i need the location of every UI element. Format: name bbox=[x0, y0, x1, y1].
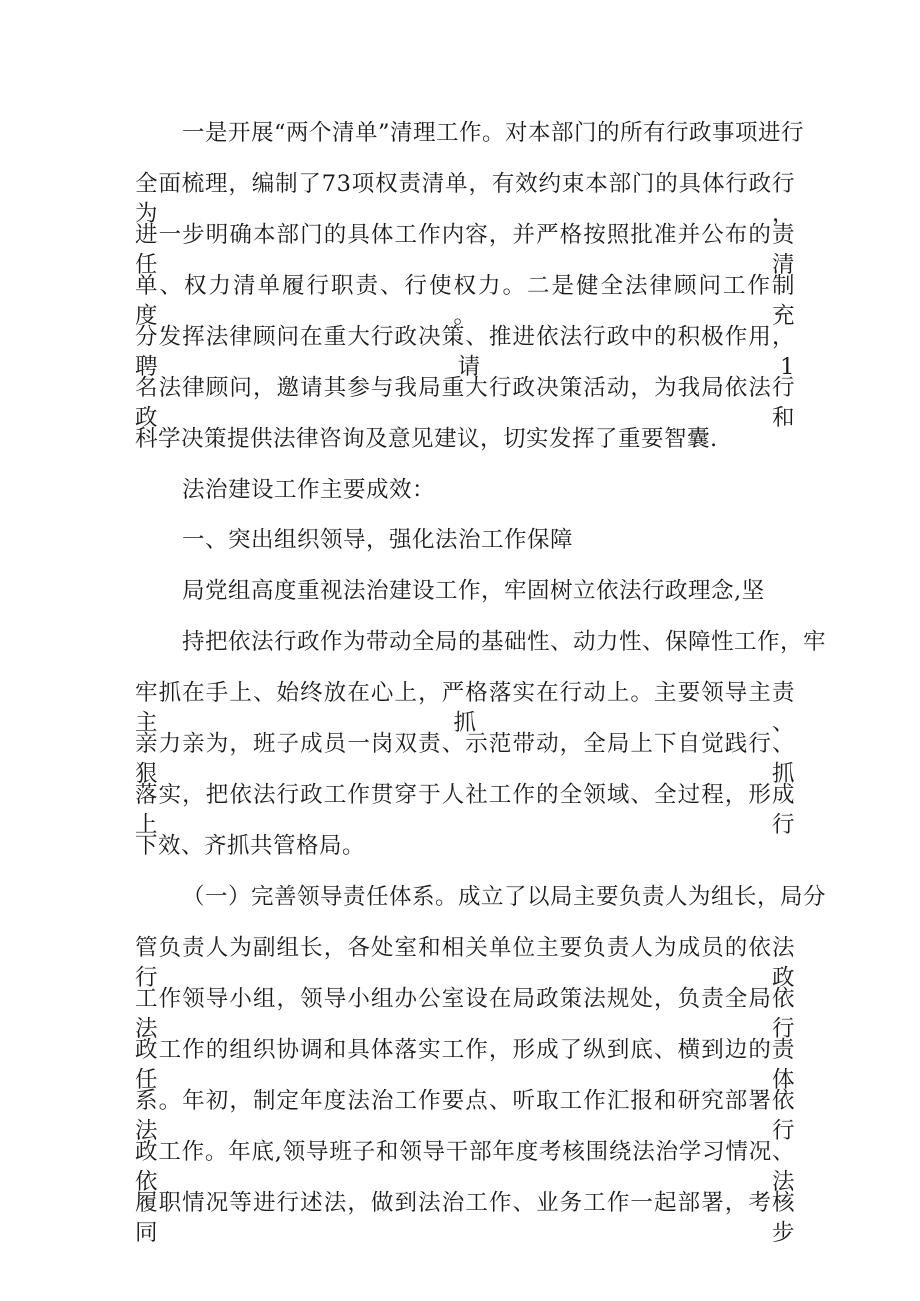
text-line: 工作领导小组，领导小组办公室设在局政策法规处，负责全局依法行 bbox=[135, 986, 795, 1042]
text-line: 管负责人为副组长，各处室和相关单位主要负责人为成员的依法行政 bbox=[135, 935, 795, 991]
text-line: 履职情况等进行述法，做到法治工作、业务工作一起部署，考核同步 bbox=[135, 1190, 795, 1246]
section-heading: 一、突出组织领导，强化法治工作保障 bbox=[182, 527, 574, 553]
text-line: 系。年初，制定年度法治工作要点、听取工作汇报和研究部署依法行 bbox=[135, 1088, 795, 1144]
text-line: 持把依法行政作为带动全局的基础性、动力性、保障性工作，牢 bbox=[182, 629, 827, 655]
text-line: （一）完善领导责任体系。成立了以局主要负责人为组长，局分 bbox=[182, 884, 827, 910]
text-line: 政工作的组织协调和具体落实工作，形成了纵到底、横到边的责任体 bbox=[135, 1037, 795, 1093]
text-line: 单、权力清单履行职责、行使权力。二是健全法律顾问工作制度。充 bbox=[135, 273, 795, 329]
text-line: 名法律顾问，邀请其参与我局重大行政决策活动，为我局依法行政和 bbox=[135, 375, 795, 431]
text-line: 政工作。年底,领导班子和领导干部年度考核围绕法治学习情况、依法 bbox=[135, 1139, 795, 1195]
text-line: 亲力亲为，班子成员一岗双责、示范带动，全局上下自觉践行、狠抓 bbox=[135, 731, 795, 787]
text-line: 进一步明确本部门的具体工作内容，并严格按照批准并公布的责任清 bbox=[135, 222, 795, 278]
text-line: 落实，把依法行政工作贯穿于人社工作的全领域、全过程，形成上行 bbox=[135, 782, 795, 838]
text-line: 全面梳理，编制了73项权责清单，有效约束本部门的具体行政行为， bbox=[135, 171, 795, 227]
text-line: 分发挥法律顾问在重大行政决策、推进依法行政中的积极作用，聘请1 bbox=[135, 324, 795, 380]
text-line: 一是开展“两个清单”清理工作。对本部门的所有行政事项进行 bbox=[182, 120, 805, 146]
section-heading: 法治建设工作主要成效： bbox=[182, 477, 436, 503]
text-line: 牢抓在手上、始终放在心上，严格落实在行动上。主要领导主责主抓、 bbox=[135, 680, 795, 736]
text-line: 科学决策提供法律咨询及意见建议，切实发挥了重要智囊. bbox=[135, 426, 718, 452]
text-line: 局党组高度重视法治建设工作，牢固树立依法行政理念,坚 bbox=[182, 578, 765, 604]
text-line: 下效、齐抓共管格局。 bbox=[135, 833, 366, 859]
